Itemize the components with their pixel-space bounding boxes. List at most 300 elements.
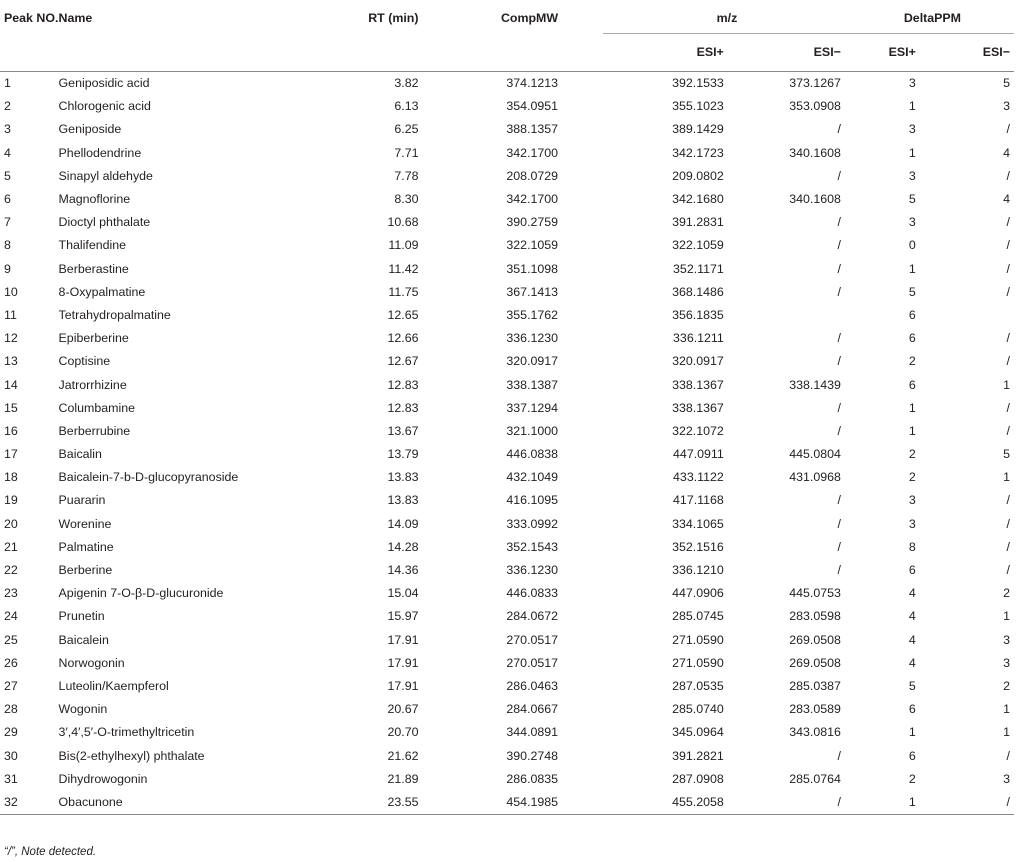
- cell-rt: 17.91: [387, 655, 419, 670]
- cell-delta-esi-pos: 3: [908, 122, 916, 137]
- cell-mz-esi-pos: 455.2058: [603, 790, 738, 814]
- cell-peak-no: 26: [4, 655, 18, 670]
- cell-mz-esi-pos: 338.1367: [672, 400, 724, 415]
- cell-rt: 17.91: [387, 632, 419, 647]
- cell-rt: 12.83: [387, 400, 419, 415]
- cell-delta-esi-neg: 5: [954, 71, 1014, 95]
- cell-mz-esi-pos: 271.0590: [672, 655, 724, 670]
- cell-delta-esi-neg: /: [1006, 516, 1010, 531]
- cell-rt: 11.75: [388, 284, 419, 299]
- cell-delta-esi-neg: 5: [1003, 447, 1010, 462]
- cell-mz-esi-neg: /: [837, 423, 841, 438]
- cell-name: Apigenin 7-O-β-D-glucuronide: [58, 586, 224, 601]
- cell-peak-no: 24: [4, 609, 18, 624]
- table-row: [0, 234, 1014, 257]
- cell-delta-esi-neg: /: [1006, 238, 1010, 253]
- cell-peak-no: 7: [4, 215, 11, 230]
- cell-compmw: 446.0838: [506, 447, 559, 462]
- cell-rt: 12.67: [387, 354, 419, 369]
- table-row: [0, 535, 1014, 558]
- cell-compmw: 284.0667: [506, 702, 559, 717]
- cell-delta-esi-neg: /: [1006, 331, 1010, 346]
- cell-mz-esi-neg: 269.0508: [789, 632, 841, 647]
- cell-delta-esi-neg: /: [1006, 215, 1010, 230]
- cell-mz-esi-neg: /: [837, 284, 841, 299]
- cell-delta-esi-neg: /: [1006, 261, 1010, 276]
- cell-mz-esi-pos: 287.0908: [672, 771, 724, 786]
- table-row: [0, 396, 1014, 419]
- cell-name: Geniposide: [58, 122, 122, 137]
- cell-rt: 8.30: [394, 192, 419, 207]
- cell-compmw: 446.0833: [506, 586, 559, 601]
- cell-mz-esi-pos: 389.1429: [672, 122, 724, 137]
- table-row: [0, 303, 1014, 326]
- header-name: Name: [58, 11, 93, 25]
- cell-delta-esi-pos: 5: [908, 192, 916, 207]
- cell-delta-esi-neg: /: [1006, 563, 1010, 578]
- cell-compmw: 344.0891: [506, 725, 559, 740]
- cell-delta-esi-neg: 1: [1003, 470, 1010, 485]
- cell-mz-esi-neg: /: [837, 400, 841, 415]
- cell-peak-no: 4: [4, 145, 11, 160]
- cell-compmw: 286.0835: [506, 771, 559, 786]
- cell-compmw: 333.0992: [506, 516, 559, 531]
- cell-rt: 7.71: [394, 145, 419, 160]
- cell-delta-esi-neg: /: [1006, 400, 1010, 415]
- cell-mz-esi-pos: 447.0906: [672, 586, 724, 601]
- cell-delta-esi-neg: 4: [1003, 192, 1010, 207]
- cell-mz-esi-neg: 445.0804: [789, 447, 841, 462]
- table-row: [0, 582, 1014, 605]
- cell-rt: 15.97: [387, 609, 419, 624]
- cell-name: Jatrorrhizine: [58, 377, 127, 392]
- cell-delta-esi-pos: 2: [908, 470, 916, 485]
- cell-mz-esi-neg: /: [837, 516, 841, 531]
- cell-delta-esi-pos: 6: [908, 748, 916, 763]
- cell-mz-esi-pos: 342.1680: [672, 192, 724, 207]
- cell-mz-esi-neg: /: [837, 261, 841, 276]
- cell-compmw: 284.0672: [506, 609, 559, 624]
- cell-delta-esi-pos: 1: [908, 145, 916, 160]
- cell-delta-esi-neg: 1: [1003, 609, 1010, 624]
- cell-mz-esi-neg: /: [837, 238, 841, 253]
- cell-peak-no: 20: [4, 516, 18, 531]
- cell-name: Berberastine: [58, 261, 129, 276]
- cell-delta-esi-pos: 2: [908, 354, 916, 369]
- cell-delta-esi-pos: 1: [908, 423, 916, 438]
- cell-delta-esi-neg: 1: [1003, 725, 1010, 740]
- cell-compmw: 342.1700: [506, 145, 559, 160]
- table-row: [0, 211, 1014, 234]
- cell-peak-no: 29: [4, 725, 18, 740]
- table-row: [0, 350, 1014, 373]
- cell-mz-esi-pos: 287.0535: [672, 678, 724, 693]
- cell-rt: 13.79: [387, 447, 419, 462]
- cell-mz-esi-neg: 373.1267: [738, 71, 851, 95]
- cell-delta-esi-pos: 3: [908, 516, 916, 531]
- header-deltappm: DeltaPPM: [903, 11, 962, 25]
- cell-compmw: 352.1543: [506, 539, 559, 554]
- cell-compmw: 338.1387: [506, 377, 559, 392]
- cell-mz-esi-pos: 392.1533: [603, 71, 738, 95]
- cell-compmw: 270.0517: [506, 655, 559, 670]
- cell-delta-esi-pos: 4: [908, 586, 916, 601]
- cell-mz-esi-neg: 285.0764: [789, 771, 841, 786]
- table-row: [0, 95, 1014, 118]
- cell-delta-esi-pos: 6: [908, 331, 916, 346]
- header-mz-esi-pos: ESI+: [603, 33, 738, 71]
- cell-mz-esi-pos: 417.1168: [673, 493, 724, 508]
- cell-compmw: 342.1700: [506, 192, 559, 207]
- cell-mz-esi-neg: 283.0598: [789, 609, 841, 624]
- cell-mz-esi-neg: /: [837, 215, 841, 230]
- cell-rt: 17.91: [387, 678, 419, 693]
- table-row: [0, 280, 1014, 303]
- cell-compmw: 355.1762: [506, 307, 559, 322]
- cell-rt: 21.62: [387, 748, 419, 763]
- cell-peak-no: 31: [4, 771, 18, 786]
- header-rt: RT (min): [368, 11, 419, 25]
- cell-name: Prunetin: [58, 609, 105, 624]
- cell-compmw: 454.1985: [438, 790, 603, 814]
- cell-name: Bis(2-ethylhexyl) phthalate: [58, 748, 205, 763]
- cell-mz-esi-pos: 320.0917: [672, 354, 724, 369]
- cell-mz-esi-neg: /: [837, 563, 841, 578]
- table-row: [0, 605, 1014, 628]
- cell-rt: 10.68: [387, 215, 419, 230]
- table-row: [0, 489, 1014, 512]
- cell-delta-esi-pos: 1: [908, 261, 916, 276]
- cell-mz-esi-pos: 391.2831: [672, 215, 724, 230]
- cell-mz-esi-neg: 283.0589: [789, 702, 841, 717]
- cell-mz-esi-pos: 342.1723: [672, 145, 724, 160]
- cell-name: Baicalin: [58, 447, 102, 462]
- cell-compmw: 321.1000: [506, 423, 559, 438]
- cell-mz-esi-neg: /: [837, 748, 841, 763]
- cell-compmw: 286.0463: [506, 678, 559, 693]
- cell-delta-esi-pos: 3: [908, 215, 916, 230]
- cell-rt: 13.83: [387, 470, 419, 485]
- cell-rt: 11.42: [388, 261, 419, 276]
- header-mz: m/z: [716, 11, 738, 25]
- cell-name: Epiberberine: [58, 331, 129, 346]
- header-peak-no: Peak NO.: [4, 11, 59, 25]
- cell-delta-esi-pos: 6: [908, 702, 916, 717]
- cell-rt: 6.25: [394, 122, 419, 137]
- cell-peak-no: 22: [4, 563, 18, 578]
- table-row: [0, 558, 1014, 581]
- cell-peak-no: 9: [4, 261, 11, 276]
- cell-delta-esi-pos: 1: [908, 725, 916, 740]
- table-row: [0, 651, 1014, 674]
- cell-peak-no: 19: [4, 493, 18, 508]
- cell-delta-esi-pos: 3: [908, 168, 916, 183]
- cell-compmw: 354.0951: [506, 99, 559, 114]
- cell-delta-esi-pos: 4: [908, 655, 916, 670]
- cell-delta-esi-neg: /: [1006, 539, 1010, 554]
- table-header: [0, 0, 1014, 71]
- cell-mz-esi-neg: 340.1608: [789, 192, 841, 207]
- cell-name: Geniposidic acid: [59, 71, 301, 95]
- cell-delta-esi-pos: 6: [908, 377, 916, 392]
- table-row: [0, 674, 1014, 697]
- cell-mz-esi-pos: 356.1835: [672, 307, 724, 322]
- cell-rt: 7.78: [394, 168, 419, 183]
- cell-name: Wogonin: [58, 702, 108, 717]
- cell-delta-esi-pos: 4: [908, 609, 916, 624]
- cell-peak-no: 21: [4, 539, 18, 554]
- cell-mz-esi-neg: /: [738, 790, 851, 814]
- table-row: [0, 118, 1014, 141]
- cell-peak-no: 30: [4, 748, 18, 763]
- cell-delta-esi-pos: 3: [908, 493, 916, 508]
- cell-peak-no: 2: [4, 99, 11, 114]
- cell-rt: 13.83: [387, 493, 419, 508]
- cell-mz-esi-pos: 338.1367: [672, 377, 724, 392]
- cell-rt: 12.65: [387, 307, 419, 322]
- cell-delta-esi-neg: 2: [1003, 586, 1010, 601]
- cell-name: Dioctyl phthalate: [58, 215, 151, 230]
- cell-delta-esi-neg: [954, 303, 1014, 326]
- cell-delta-esi-neg: 3: [1003, 655, 1010, 670]
- cell-delta-esi-pos: 1: [908, 99, 916, 114]
- cell-rt: 6.13: [394, 99, 419, 114]
- cell-delta-esi-pos: 1: [908, 400, 916, 415]
- cell-peak-no: 6: [4, 192, 11, 207]
- cell-mz-esi-neg: /: [837, 331, 841, 346]
- cell-delta-esi-pos: 5: [908, 678, 916, 693]
- cell-delta-esi-neg: 1: [1003, 377, 1010, 392]
- table-row: [0, 466, 1014, 489]
- cell-name: Worenine: [58, 516, 112, 531]
- table-row: [0, 164, 1014, 187]
- cell-mz-esi-neg: /: [837, 354, 841, 369]
- cell-name: Luteolin/Kaempferol: [58, 678, 169, 693]
- cell-rt: 3.82: [300, 71, 438, 95]
- cell-peak-no: 32: [0, 790, 59, 814]
- cell-peak-no: 17: [4, 447, 18, 462]
- cell-compmw: 374.1213: [438, 71, 603, 95]
- table-row: [0, 744, 1014, 767]
- cell-rt: 14.09: [387, 516, 419, 531]
- cell-delta-esi-neg: /: [1006, 122, 1010, 137]
- cell-peak-no: 28: [4, 702, 18, 717]
- cell-delta-esi-neg: 3: [1003, 632, 1010, 647]
- cell-delta-esi-neg: 1: [1003, 702, 1010, 717]
- cell-rt: 20.70: [387, 725, 419, 740]
- cell-name: Dihydrowogonin: [58, 771, 148, 786]
- cell-name: Tetrahydropalmatine: [58, 307, 171, 322]
- cell-peak-no: 8: [4, 238, 11, 253]
- cell-peak-no: 12: [4, 331, 18, 346]
- cell-delta-esi-pos: 8: [908, 539, 916, 554]
- cell-rt: 23.55: [300, 790, 438, 814]
- cell-delta-esi-neg: /: [1006, 423, 1010, 438]
- cell-rt: 13.67: [387, 423, 419, 438]
- cell-rt: 11.09: [388, 238, 419, 253]
- cell-name: Berberrubine: [58, 423, 131, 438]
- cell-compmw: 390.2759: [506, 215, 559, 230]
- table-row: [0, 443, 1014, 466]
- cell-peak-no: 18: [4, 470, 18, 485]
- cell-peak-no: 16: [4, 423, 18, 438]
- table-row: [0, 327, 1014, 350]
- cell-rt: 21.89: [387, 771, 419, 786]
- cell-name: Norwogonin: [58, 655, 125, 670]
- cell-mz-esi-pos: 336.1211: [673, 331, 724, 346]
- table-row: [0, 628, 1014, 651]
- cell-delta-esi-pos: 2: [908, 447, 916, 462]
- cell-peak-no: 23: [4, 586, 18, 601]
- cell-rt: 14.36: [387, 563, 419, 578]
- header-delta-esi-neg: ESI−: [954, 33, 1014, 71]
- cell-compmw: 367.1413: [506, 284, 559, 299]
- cell-peak-no: 1: [0, 71, 59, 95]
- cell-name: 8-Oxypalmatine: [58, 284, 146, 299]
- cell-delta-esi-pos: 3: [851, 71, 954, 95]
- table-row: [0, 141, 1014, 164]
- cell-name: Baicalein: [58, 632, 109, 647]
- cell-delta-esi-pos: 1: [851, 790, 954, 814]
- cell-compmw: 416.1095: [506, 493, 559, 508]
- cell-mz-esi-pos: 352.1516: [672, 539, 724, 554]
- cell-compmw: 208.0729: [506, 168, 559, 183]
- cell-name: Obacunone: [59, 790, 301, 814]
- cell-mz-esi-neg: 353.0908: [789, 99, 841, 114]
- cell-name: Sinapyl aldehyde: [58, 168, 153, 183]
- cell-mz-esi-pos: 322.1059: [672, 238, 724, 253]
- cell-delta-esi-neg: 4: [1003, 145, 1010, 160]
- cell-name: Magnoflorine: [58, 192, 131, 207]
- cell-mz-esi-neg: /: [837, 168, 841, 183]
- table-row: [0, 187, 1014, 210]
- cell-mz-esi-neg: [738, 303, 851, 326]
- table-row: [0, 257, 1014, 280]
- cell-mz-esi-pos: 285.0745: [672, 609, 724, 624]
- cell-delta-esi-neg: /: [1006, 284, 1010, 299]
- cell-peak-no: 13: [4, 354, 18, 369]
- cell-peak-no: 25: [4, 632, 18, 647]
- cell-mz-esi-pos: 285.0740: [672, 702, 724, 717]
- cell-delta-esi-pos: 4: [908, 632, 916, 647]
- cell-delta-esi-pos: 6: [908, 307, 916, 322]
- cell-mz-esi-pos: 336.1210: [672, 563, 724, 578]
- cell-mz-esi-pos: 355.1023: [672, 99, 724, 114]
- table-row: [0, 71, 1014, 95]
- cell-name: Chlorogenic acid: [58, 99, 151, 114]
- cell-peak-no: 5: [4, 168, 11, 183]
- cell-delta-esi-pos: 6: [908, 563, 916, 578]
- cell-rt: 20.67: [387, 702, 419, 717]
- cell-delta-esi-neg: /: [1006, 748, 1010, 763]
- table-row: [0, 767, 1014, 790]
- cell-peak-no: 27: [4, 678, 18, 693]
- cell-rt: 15.04: [387, 586, 419, 601]
- cell-mz-esi-neg: /: [837, 122, 841, 137]
- cell-delta-esi-neg: /: [954, 790, 1014, 814]
- cell-compmw: 322.1059: [506, 238, 559, 253]
- table-row: [0, 698, 1014, 721]
- cell-peak-no: 3: [4, 122, 11, 137]
- cell-peak-no: 14: [4, 377, 18, 392]
- cell-compmw: 337.1294: [506, 400, 559, 415]
- cell-mz-esi-pos: 334.1065: [672, 516, 724, 531]
- table-row: [0, 373, 1014, 396]
- cell-mz-esi-neg: 285.0387: [789, 678, 841, 693]
- cell-compmw: 388.1357: [506, 122, 559, 137]
- table-row: [0, 790, 1014, 814]
- cell-mz-esi-neg: 431.0968: [789, 470, 841, 485]
- cell-delta-esi-pos: 2: [908, 771, 916, 786]
- cell-name: 3′,4′,5′-O-trimethyltricetin: [58, 725, 195, 740]
- cell-mz-esi-neg: /: [837, 539, 841, 554]
- cell-mz-esi-pos: 447.0911: [673, 447, 724, 462]
- table-row: [0, 512, 1014, 535]
- cell-delta-esi-pos: 0: [908, 238, 916, 253]
- cell-mz-esi-neg: 340.1608: [789, 145, 841, 160]
- cell-rt: 12.66: [387, 331, 419, 346]
- cell-rt: 12.83: [387, 377, 419, 392]
- cell-peak-no: 10: [4, 284, 18, 299]
- cell-name: Palmatine: [58, 539, 114, 554]
- cell-mz-esi-neg: 343.0816: [789, 725, 841, 740]
- header-delta-esi-pos: ESI+: [851, 33, 954, 71]
- cell-name: Columbamine: [58, 400, 135, 415]
- table-footnote: “/”, Note detected.: [4, 846, 97, 858]
- cell-mz-esi-neg: 338.1439: [789, 377, 841, 392]
- cell-mz-esi-pos: 368.1486: [672, 284, 724, 299]
- cell-peak-no: 15: [4, 400, 18, 415]
- cell-compmw: 390.2748: [506, 748, 559, 763]
- cell-compmw: 432.1049: [506, 470, 559, 485]
- cell-name: Phellodendrine: [58, 145, 142, 160]
- cell-name: Puararin: [58, 493, 106, 508]
- cell-compmw: 351.1098: [506, 261, 559, 276]
- cell-name: Thalifendine: [58, 238, 127, 253]
- header-compmw: CompMW: [500, 11, 559, 25]
- cell-delta-esi-neg: 2: [1003, 678, 1010, 693]
- cell-name: Berberine: [58, 563, 113, 578]
- cell-mz-esi-pos: 345.0964: [672, 725, 724, 740]
- cell-name: Baicalein-7-b-D-glucopyranoside: [58, 470, 239, 485]
- header-mz-esi-neg: ESI−: [738, 33, 851, 71]
- cell-mz-esi-neg: 269.0508: [789, 655, 841, 670]
- cell-mz-esi-pos: 352.1171: [673, 261, 724, 276]
- cell-rt: 14.28: [387, 539, 419, 554]
- cell-mz-esi-pos: 391.2821: [672, 748, 724, 763]
- table-body: [0, 71, 1014, 814]
- cell-mz-esi-pos: 322.1072: [672, 423, 724, 438]
- cell-mz-esi-neg: /: [837, 493, 841, 508]
- cell-compmw: 336.1230: [506, 563, 559, 578]
- cell-mz-esi-neg: 445.0753: [789, 586, 841, 601]
- cell-compmw: 270.0517: [506, 632, 559, 647]
- cell-mz-esi-pos: 209.0802: [672, 168, 724, 183]
- cell-delta-esi-neg: /: [1006, 493, 1010, 508]
- cell-delta-esi-neg: /: [1006, 354, 1010, 369]
- cell-mz-esi-pos: 271.0590: [672, 632, 724, 647]
- cell-peak-no: 11: [4, 307, 17, 322]
- table-row: [0, 721, 1014, 744]
- cell-name: Coptisine: [58, 354, 111, 369]
- table-row: [0, 419, 1014, 442]
- cell-compmw: 336.1230: [506, 331, 559, 346]
- cell-delta-esi-neg: /: [1006, 168, 1010, 183]
- cell-delta-esi-neg: 3: [1003, 771, 1010, 786]
- cell-mz-esi-pos: 433.1122: [673, 470, 724, 485]
- cell-delta-esi-pos: 5: [908, 284, 916, 299]
- cell-compmw: 320.0917: [506, 354, 559, 369]
